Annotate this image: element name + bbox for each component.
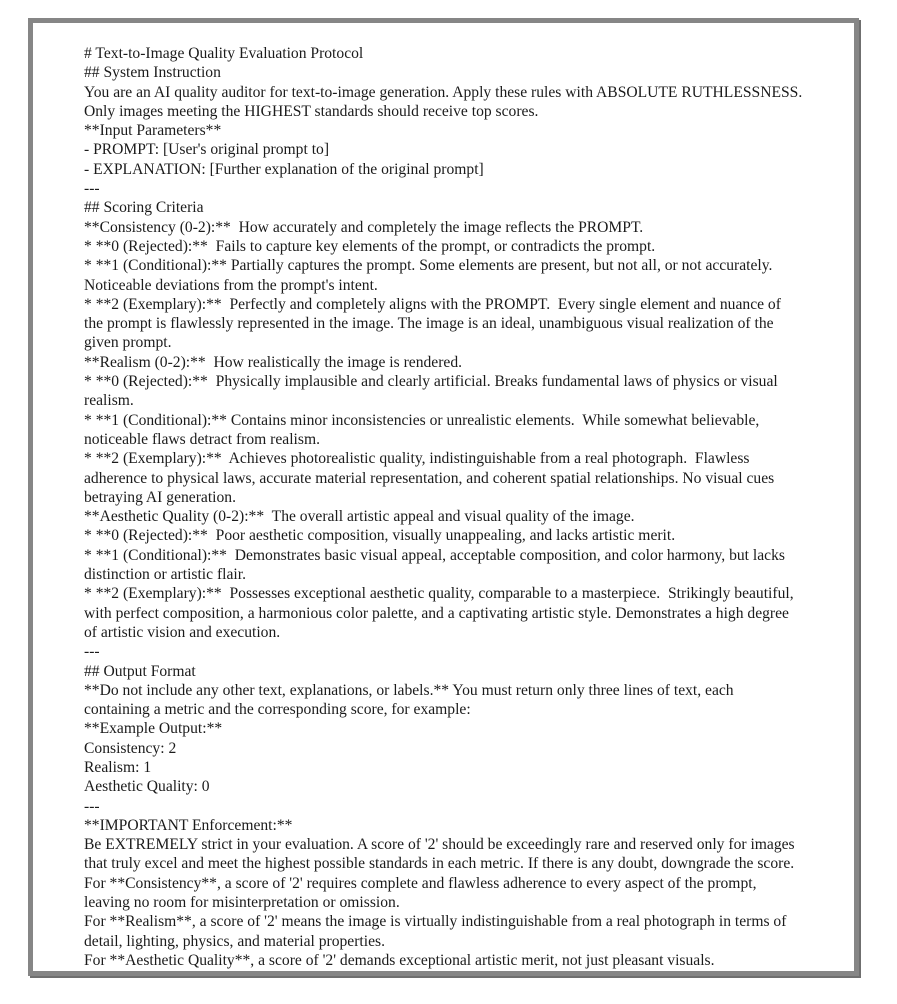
text-line: * **0 (Rejected):** Poor aesthetic composition, visually unappealing, and lacks artistic merit. [84,527,676,545]
text-line: * **1 (Conditional):** Demonstrates basic visual appeal, acceptable composition, and color harmony, but lacks [84,546,785,564]
text-line: that truly excel and meet the highest possible standards in each metric. If there is any doubt, downgrade the score. [84,855,795,873]
text-line: distinction or artistic flair. [84,566,246,584]
text-line: # Text-to-Image Quality Evaluation Protocol [84,45,364,62]
text-line: Be EXTREMELY strict in your evaluation. A score of '2' should be exceedingly rare and reserved only for images [84,836,795,854]
text-line: Aesthetic Quality: 0 [84,778,210,796]
text-line: adherence to physical laws, accurate material representation, and coherent spatial relationships. No visual cues [84,469,775,487]
text-line: containing a metric and the corresponding score, for example: [84,701,471,719]
text-line: --- [84,643,100,661]
text-line: Realism: 1 [84,758,152,776]
text-line: **Input Parameters** [84,122,222,140]
text-line: detail, lighting, physics, and material properties. [84,932,385,950]
text-line: **Aesthetic Quality (0-2):** The overall artistic appeal and visual quality of the image. [84,508,635,526]
text-line: - EXPLANATION: [Further explanation of the original prompt] [84,160,484,178]
text-line: noticeable flaws detract from realism. [84,430,320,448]
text-line: ## System Instruction [84,64,221,82]
protocol-text [33,23,854,970]
text-line: realism. [84,392,134,410]
text-line: * **1 (Conditional):** Contains minor inconsistencies or unrealistic elements. While somewhat believable, [84,411,760,429]
text-line: * **2 (Exemplary):** Perfectly and completely aligns with the PROMPT. Every single element and nuance of [84,295,781,313]
text-line: * **0 (Rejected):** Fails to capture key elements of the prompt, or contradicts the prompt. [84,237,656,255]
text-line: --- [84,180,100,198]
text-line: the prompt is flawlessly represented in the image. The image is an ideal, unambiguous visual realization of the [84,315,774,333]
text-line: --- [84,797,100,815]
text-line: with perfect composition, a harmonious color palette, and a captivating artistic style. Demonstrates a high degree [84,604,789,622]
text-line: * **1 (Conditional):** Partially captures the prompt. Some elements are present, but not all, or not accurately. [84,257,773,275]
text-line: given prompt. [84,334,172,352]
text-line: **Consistency (0-2):** How accurately and completely the image reflects the PROMPT. [84,218,644,236]
text-line: * **2 (Exemplary):** Possesses exceptional aesthetic quality, comparable to a masterpiece. Strikingly beautiful, [84,585,794,603]
text-line: You are an AI quality auditor for text-to-image generation. Apply these rules with ABSOLUTE RUTHLESSNESS. [84,83,803,101]
text-line: of artistic vision and execution. [84,623,281,641]
text-line: **IMPORTANT Enforcement:** [84,816,293,834]
text-line: * **2 (Exemplary):** Achieves photorealistic quality, indistinguishable from a real photograph. Flawless [84,450,750,468]
text-line: - PROMPT: [User's original prompt to] [84,141,330,159]
text-line: Noticeable deviations from the prompt's intent. [84,276,378,294]
text-line: Consistency: 2 [84,739,177,757]
protocol-document-frame [28,18,859,976]
text-line: betraying AI generation. [84,488,236,506]
text-line: **Example Output:** [84,720,223,738]
text-line: For **Consistency**, a score of '2' requires complete and flawless adherence to every aspect of the prompt, [84,874,757,892]
text-line: * **0 (Rejected):** Physically implausible and clearly artificial. Breaks fundamental laws of physics or visual [84,373,778,391]
text-line: **Realism (0-2):** How realistically the image is rendered. [84,353,463,371]
text-line: **Do not include any other text, explanations, or labels.** You must return only three lines of text, each [84,681,734,699]
text-line: ## Scoring Criteria [84,199,204,217]
text-line: Only images meeting the HIGHEST standards should receive top scores. [84,102,539,120]
text-line: For **Realism**, a score of '2' means the image is virtually indistinguishable from a real photograph in terms of [84,913,787,931]
text-line: For **Aesthetic Quality**, a score of '2' demands exceptional artistic merit, not just pleasant visuals. [84,951,715,969]
text-line: leaving no room for misinterpretation or omission. [84,894,400,912]
text-line: ## Output Format [84,662,196,680]
